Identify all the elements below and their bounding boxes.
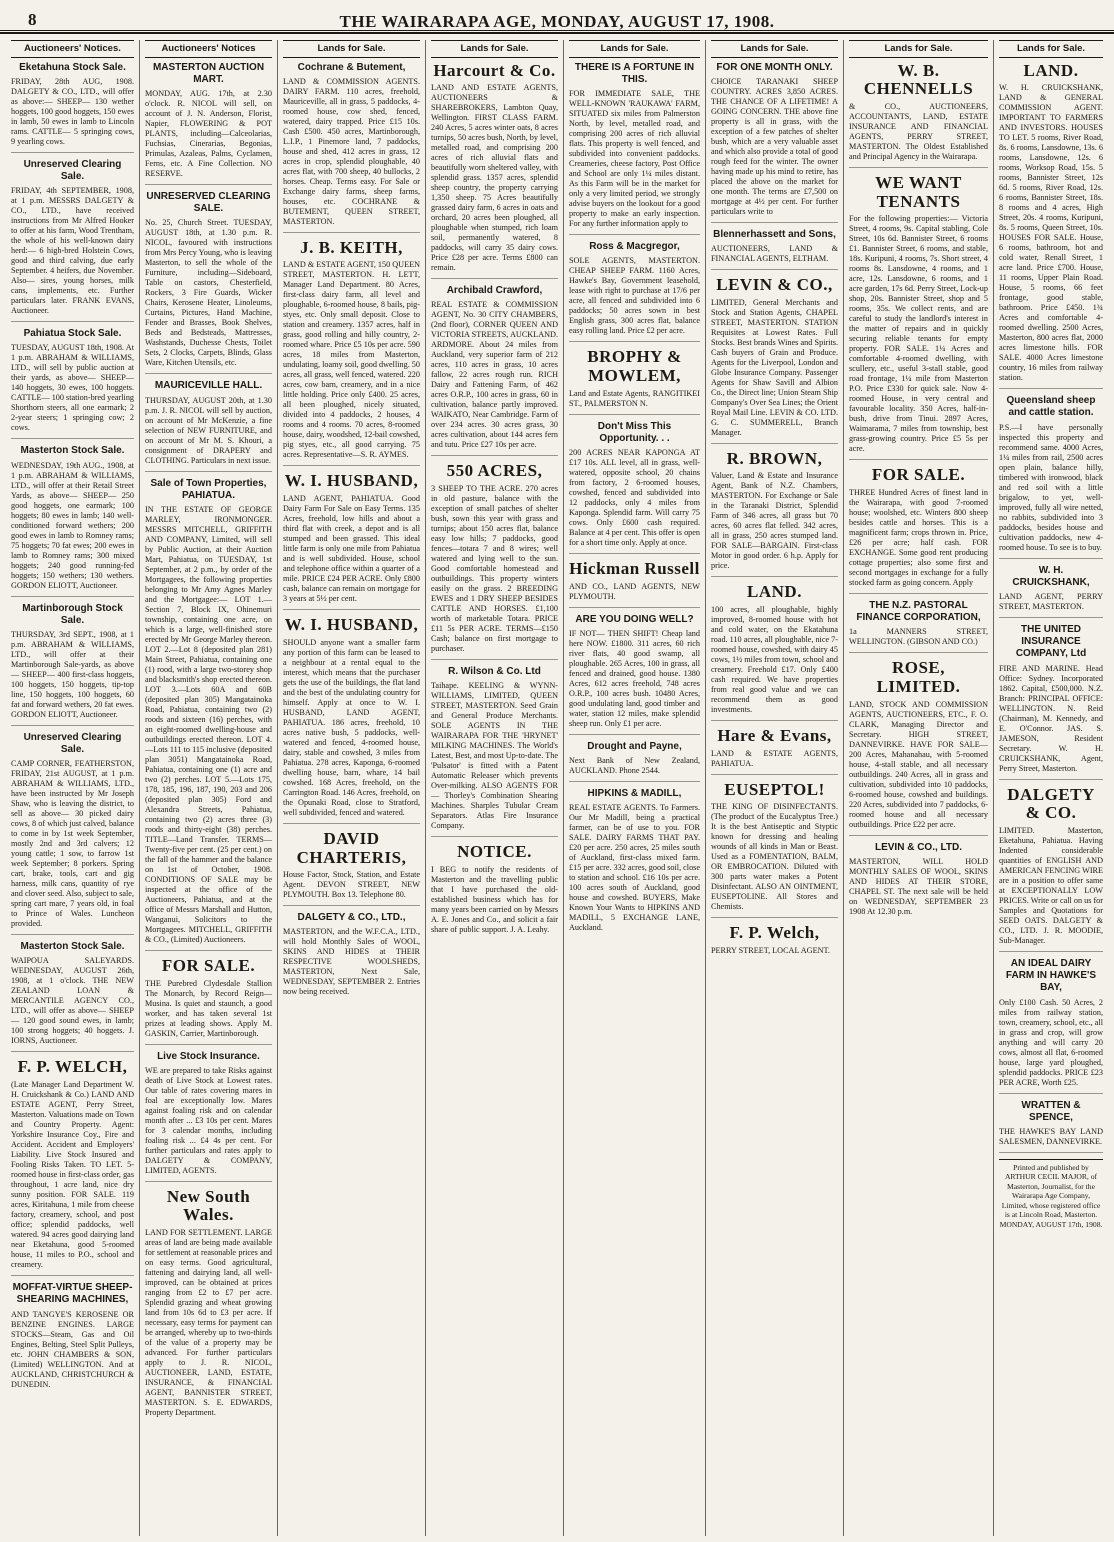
ad-body: FRIDAY, 28th AUG, 1908. DALGETY & CO., LTD., will offer as above:— SHEEP— 130 wether hoggets, 100 good hoggets, 150 ewes in lamb, 50 ewes in lamb to Lincoln rams. CATTLE— 5 springing cows, 9 yearling cows. xyxy=(11,76,134,146)
advertisement xyxy=(11,159,134,322)
advertisement xyxy=(283,62,420,233)
advertisement xyxy=(849,466,988,594)
advertisement xyxy=(999,624,1103,780)
ad-body: Next Bank of New Zealand, AUCKLAND. Phone 2544. xyxy=(569,755,700,775)
section-header: Lands for Sale. xyxy=(711,40,838,58)
section-header: Lands for Sale. xyxy=(999,40,1103,58)
ad-heading: DALGETY & CO. xyxy=(1007,784,1095,823)
advertisement xyxy=(569,741,700,782)
ad-heading: R. Wilson & Co. Ltd xyxy=(448,666,541,678)
ad-heading: Blennerhassett and Sons, xyxy=(713,228,836,240)
column-3 xyxy=(278,40,426,1536)
page-number: 8 xyxy=(28,10,37,29)
ad-body: LIMITED, General Merchants and Stock and Station Agents, CHAPEL STREET, MASTERTON. STATION Requisites at Lowest Rates. Full Stocks. Best brands Wines and Spirits. Cash buyers of Grain and Produce. Agents for the Liverpool, London and Globe Insurance Company. Passenger Agents for Shaw Savill and Albion Co., the Direct line; Union Steam Ship Company's Over Sea Lines; the Orient Royal Mail Line. LEVIN & CO. LTD. G. C. SUMMERELL, Branch Manager. xyxy=(711,297,838,437)
ad-heading: Harcourt & Co. xyxy=(433,60,556,80)
ad-body: LAND & ESTATE AGENTS, PAHIATUA. xyxy=(711,748,838,768)
column-2 xyxy=(140,40,278,1536)
column-6 xyxy=(706,40,844,1536)
ad-heading: MOFFAT-VIRTUE SHEEP-SHEARING MACHINES, xyxy=(12,1282,133,1306)
ad-heading: FOR ONE MONTH ONLY. xyxy=(716,61,833,73)
ad-body: IN THE ESTATE OF GEORGE MARLEY, IRONMONGER. MESSRS MITCHELL, GRIFFITH AND COMPANY, Limited, will sell by Public Auction, at their Auction Mart, Pahiatua, on TUESDAY, 1st September, at 2 p.m., by order of the Mortgagees, the following properties belonging to Mr Amy Agnes Marley and the Mortgagee:— LOT 1.—Section 7, Block IX, Ohinemuri township, containing one acre, on which is a large, well-finished store erected by Mr George Marley thereon. LOT 2.—Lot 8 (deposited plan 281) Main Street, Pahiatua, containing one (1) rood, with a large two-storey shop and blacksmith's shop erected thereon. LOT 3.—Lots 60A and 60B (deposited plan 305) Mangatainoka Road, Pahiatua, containing two (2) roods and sixteen (16) perches, with an eight-roomed dwelling-house and outbuildings erected thereon. LOT 4.—Lots 111 to 115 inclusive (deposited plan 3051) Mangatainoka Road, Pahiatua, containing one (1) acre and two (2) perches. LOT 5.—Lots 175, 178, 185, 196, 187, 190, 203 and 206 (deposited plan 305) Ford and Alexandra Streets, Pahiatua, containing two (2) acres three (3) roods and thirty-eight (38) perches. TITLE—Land Transfer. TERMS— Twenty-five per cent. (25 per cent.) on the fall of the hammer and the balance on 1st of October, 1908. CONDITIONS OF SALE may be inspected at the office of the Auctioneers, Pahiatua, and at the office of Messrs Marshall and Hutton, Wanganui, Solicitors to the Mortgagees. MITCHELL, GRIFFITH & CO., (Limited) Auctioneers. xyxy=(145,504,272,944)
section-header: Auctioneers' Notices xyxy=(145,40,272,58)
ad-heading: Drought and Payne, xyxy=(587,740,682,752)
ad-heading: FOR SALE. xyxy=(871,465,966,485)
advertisement xyxy=(569,788,700,938)
ad-heading: Live Stock Insurance. xyxy=(157,1050,260,1062)
ad-heading: Hare & Evans, xyxy=(717,726,832,746)
ad-body: Only £100 Cash. 50 Acres, 2 miles from railway station, town, creamery, school, etc., all in grass and crop, will grow anything and will carry 20 cows, almost all flat, 6-roomed house, large yard ploughed, splendid paddocks. PRICE £23 PER ACRE, Worth £25. xyxy=(999,997,1103,1087)
advertisement xyxy=(849,174,988,460)
ad-heading: LAND. xyxy=(1023,60,1079,80)
advertisement xyxy=(849,659,988,835)
ad-body: LAND AND ESTATE AGENTS, AUCTIONEERS & SHAREBROKERS, Lambton Quay, Wellington. FIRST CLASS FARM. 240 Acres, 5 acres winter oats, 8 acres turnips, 50 acres bush, North, by level, metalled road, and comprising 200 acres of rich alluvial flats and beautifully worn sheltered valley, with splendid grass. 1357 acres, splendid sheep country, the property carrying 1,350 sheep. 75 Acres beautifully grassed dairy farm, 6 acres in oats and orchard, 20 acres been ploughed, all ploughable when stumped, rich loam soil, permanently watered, 8 paddocks, will carry 35 dairy cows. Price £28 per acre. Terms £800 can remain. xyxy=(431,83,558,273)
ad-body: THE Purebred Clydesdale Stallion The Monarch, by Record Reign—Musina. Is quiet and staunch, a good worker, and has taken several 1st prizes at leading shows. Apply M. GASKIN, Carrier, Martinborough. xyxy=(145,978,272,1038)
ad-heading: R. BROWN, xyxy=(726,448,823,468)
advertisement xyxy=(11,62,134,153)
section-header: Lands for Sale. xyxy=(849,40,988,58)
advertisement xyxy=(431,462,558,660)
ad-body: MASTERTON, WILL HOLD MONTHLY SALES OF WOOL, SKINS AND HIDES AT THEIR STORE, CHAPEL ST. The next sale will be held on WEDNESDAY, SEPTEMBER 23 1908 At 12.30 p.m. xyxy=(849,856,988,916)
ad-body: WE are prepared to take Risks against death of Live Stock at Lowest rates. Our table of rates covering mares in foal are exceptionally low. Mares against foaling risk and on calendar month after ... £3 10s per cent. Mares for 3 calendar months, including foaling risk ... £4 4s per cent. For further particulars and rates apply to DALGETY & COMPANY, LIMITED, AGENTS. xyxy=(145,1065,272,1175)
newspaper-title: THE WAIRARAPA AGE, MONDAY, AUGUST 17, 1908. xyxy=(339,12,775,31)
ad-body: LAND FOR SETTLEMENT. LARGE areas of land are being made available for settlement at reasonable prices and on easy terms. Good agricultural, fattening and dairying land, all well-improved, can be obtained at prices ranging from £2 to £7 per acre. Splendid grazing and wheat growing land from 10s 6d to £3 per acre. If necessary, easy terms for payment can be arranged, whereby up to two-thirds of the value of a property may be advanced. For further particulars apply to J. R. NICOL, AUCTIONEER, LAND, ESTATE, INSURANCE, & FINANCIAL AGENT, BANNISTER STREET, MASTERTON. S. E. EDWARDS, Property Department. xyxy=(145,1228,272,1418)
advertisement xyxy=(431,62,558,280)
advertisement xyxy=(283,830,420,906)
ad-heading: New South Wales. xyxy=(166,1186,251,1225)
ad-heading: ROSE, LIMITED. xyxy=(876,658,961,697)
ad-body: LAND & COMMISSION AGENTS. DAIRY FARM. 110 acres, freehold, Mauriceville, all in grass, 5 paddocks, 4-roomed house, cow shed, fenced, watered, dairy trapped. Price £15 10s. Cash £500. 450 acres, Martinborough, L.I.P., 1 Pinemore land, 7 paddocks, house and shed, 412 acres in grass, 12 acres in crop, splendid ploughable, 40 acres flat, with 700 sheep, 40 bullocks, 2 horses. Cheap. Terms easy. For Sale or Exchange dairy farms, sheep farms, houses, etc. COCHRANE & BUTEMENT, QUEEN STREET, MASTERTON. xyxy=(283,76,420,226)
ad-heading: Unreserved Clearing Sale. xyxy=(23,731,122,756)
ad-body: No. 25, Church Street. TUESDAY, AUGUST 18th, at 1.30 p.m. R. NICOL, favoured with instructions from Mrs Percy Young, who is leaving Masterton, to sell the whole of the Furniture, including—Sideboard, Table on castors, Chesterfield, Rockers, 3 Fire Guards, Wicker Chairs, Kerosene Heater, Linoleums, Curtains, Pictures, Hand Machine, Fender and Brasses, Book Shelves, Beds and Bedsteads, Mattresses, Washstands, Duchesse Chests, Toilet Sets, 2 Clocks, Carpets, Blinds, Glass Ware, Kitchen Utensils, etc. xyxy=(145,218,272,368)
advertisement xyxy=(431,285,558,456)
masthead xyxy=(0,0,1114,34)
advertisement xyxy=(431,666,558,837)
ad-body: I BEG to notify the residents of Masterton and the travelling public that I have purchased the old-established business which has for many years been carried on by Messrs A. E. Jones and Co., and solicit a fair share of public support. J. A. Leahy. xyxy=(431,865,558,935)
ad-heading: F. P. WELCH, xyxy=(17,1057,128,1077)
advertisement xyxy=(711,924,838,961)
advertisement xyxy=(283,912,420,1002)
ad-heading: LEVIN & CO., LTD. xyxy=(874,841,963,853)
advertisement xyxy=(145,1188,272,1423)
ad-body: LAND AGENT, PAHIATUA. Good Dairy Farm For Sale on Easy Terms. 135 Acres, freehold, low hills and about a third flat with creek, a depot and is all stumped and been grassed. This ideal little farm is only one mile from Pahiatua and is well subdivided. House, school and telephone office within a quarter of a mile. PRICE £24 PER ACRE. Only £800 cash, balance can remain on mortgage for 3 years at 5½ per cent. xyxy=(283,494,420,604)
ad-heading: W. I. HUSBAND, xyxy=(284,615,419,635)
ad-body: (Late Manager Land Department W. H. Cruickshank & Co.) LAND AND ESTATE AGENT, Perry Street, Masterton. Valuations made on Town and Country Property. Agent: Yorkshire Insurance Coy., Fire and Accident. Accident and Employers' Liability. Live Stock Insured and Fooling Risks Taken. TO LET. 5-roomed house in first-class order, gas throughout, 1 acre land, nice dry sunny position. FOR SALE. 119 acres, Kiritahuna, 1 mile from cheese factory, creamery, school, and post office; splendid paddocks, well watered. 94 acres good dairying land near Eketahuna, good 5-roomed house, 11 miles to P.O., school and creamery. xyxy=(11,1080,134,1270)
ad-body: LAND & ESTATE AGENT, 150 QUEEN STREET, MASTERTON. H. LETT, Manager Land Department. 80 Acres, first-class dairy farm, all level and ploughable, 6-roomed house, 8 bails, pig-styes, etc. Only small deposit. Close to station and creamery. 1357 acres, half in grass, good rolling and hilly country, 2-roomed whare. Price £5 10s per acre. 590 acres, 18 miles from Masterton, undulating, loamy soil, good dwelling. 50 acres, all grass, well fenced, watered. 220 acres, cow barn, creamery, and in a nice little holding. Price only £400. 25 acres, all been ploughed, nicely situated, divided into 4 paddocks, 2 houses, 4 rooms and 4 rooms. 70 acres, 8-roomed house, dairy, woodshed, 12-bail cowshed, pig styes, etc., all good carrying. 75 acres. Representative—S. R. AYMES. xyxy=(283,260,420,460)
ad-heading: EUSEPTOL! xyxy=(724,779,825,799)
ad-heading: Pahiatua Stock Sale. xyxy=(23,328,122,340)
ad-body: FOR IMMEDIATE SALE, THE WELL-KNOWN 'RAUKAWA' FARM, SITUATED six miles from Palmerston North, by level, metalled road, and comprising 200 acres of rich alluvial flats. This property is well fenced, and subdivided into convenient paddocks. Creameries, cheese factory, Post Office and School are only 1¼ miles distant. As this Farm will be in the market for only a very limited period, we strongly advise buyers on the lookout for a good property to make an early inspection. For any further information apply to xyxy=(569,88,700,228)
section-header: Auctioneers' Notices. xyxy=(11,40,134,58)
advertisement xyxy=(999,1100,1103,1153)
ad-heading: Masterton Stock Sale. xyxy=(20,941,125,953)
ad-body: THURSDAY, 3rd SEPT., 1908, at 1 p.m. ABRAHAM & WILLIAMS, LTD., will offer at their Martinborough Sale-yards, as above— SHEEP— 400 first-class hoggets, 100 hoggets, 150 hoggets, tip-top line, 150 hoggets, 100 hoggets, 60 fat and forward wethers, 20 fat ewes. GORDON ELIOTT, Auctioneer. xyxy=(11,629,134,719)
ad-body: THE HAWKE'S BAY LAND SALESMEN, DANNEVIRKE. xyxy=(999,1126,1103,1146)
advertisement xyxy=(999,565,1103,618)
ad-body: 1a MANNERS STREET, WELLINGTON. (GIBSON AND CO.) xyxy=(849,627,988,647)
ad-body: LIMITED. Masterton, Eketahuna, Pahiatua. Having Indented considerable quantities of ENGLISH AND AMERICAN FENCING WIRE are in a position to offer same at EXCEPTIONALLY LOW PRICES. Write or call on us for Samples and Quotations for SEED OATS. DALGETY & CO., LTD. J. R. MOODIE, Sub-Manager. xyxy=(999,825,1104,945)
ad-body: THE KING OF DISINFECTANTS. (The product of the Eucalyptus Tree.) It is the best Antiseptic and Styptic known for dressing and healing wounds of all kinds in Man or Beast. Used as a FOMENTATION, BALM, OR EMBROCATION. Diluted with 300 parts water makes a Potent Disinfectant. ALSO AN OINTMENT, EUSEPTOLINE. All Stores and Chemists. xyxy=(711,802,838,912)
column-8 xyxy=(994,40,1108,1536)
ad-body: REAL ESTATE & COMMISSION AGENT, No. 30 CITY CHAMBERS, (2nd floor), CORNER QUEEN AND VICTORIA STREETS, AUCKLAND. ARDMORE. About 24 miles from Auckland, very superior farm of 212 acres, 110 acres in grass, 10 acres fallow, 22 acres rough run. RICH Dairy and Fattening Farm, of 462 acres O.R.P., 100 acres in grass, 60 in cultivation, balance partly improved. WAIKATO, Near Cambridge. Farm of over 234 acres. 30 acres grass, 30 acres cultivation, about 144 acres fern and tutu. Price £27 10s per acre. xyxy=(431,300,558,450)
ad-body: MONDAY, AUG. 17th, at 2.30 o'clock. R. NICOL will sell, on account of J. N. Anderson, Florist, Napier, FLOWERING & POT PLANTS, including—Calceolarias, Fuchsias, Cinerarias, Begonias, Primulas, Azaleas, Palms, Cyclamen, Ferns, etc. A Fine Collection. NO RESERVE. xyxy=(145,88,272,178)
column-4 xyxy=(426,40,564,1536)
advertisement xyxy=(711,229,838,270)
ad-heading: LEVIN & CO., xyxy=(716,274,833,294)
advertisement xyxy=(11,328,134,439)
ad-heading: MASTERTON AUCTION MART. xyxy=(152,61,265,85)
advertisement xyxy=(569,560,700,608)
advertisement xyxy=(283,239,420,467)
ad-body: & CO., AUCTIONEERS, ACCOUNTANTS, LAND, ESTATE INSURANCE AND FINANCIAL AGENTS, PERRY STREET, MASTERTON. The Oldest Established and Principal Agency in the Wairarapa. xyxy=(849,101,988,161)
ad-heading: Eketahuna Stock Sale. xyxy=(19,61,126,73)
ad-heading: UNRESERVED CLEARING SALE. xyxy=(146,190,271,215)
ad-body: FIRE AND MARINE. Head Office: Sydney. Incorporated 1862. Capital, £500,000. N.Z. Branch: PRINCIPAL OFFICE: WELLINGTON. N. Reid (Chairman), M. Kennedy, and E. O'Connor. JAS. S. JAMESON, Resident Secretary. W. H. CRUICKSHANK, Agent, Perry Street, Masterton. xyxy=(999,663,1103,773)
advertisement xyxy=(11,732,134,935)
advertisement xyxy=(711,583,838,721)
advertisement xyxy=(145,1051,272,1182)
column-7 xyxy=(844,40,994,1536)
column-1 xyxy=(6,40,140,1536)
advertisement xyxy=(711,450,838,578)
advertisement xyxy=(849,842,988,922)
ad-body: P.S.—I have personally inspected this property and recommend same. 4000 Acres, 1¼ miles from rail, 2500 acres open plain, balance hilly, timbered with ironwood, black and red soil with a little brigalow, to yet, well-improved, fully all wire netted, no rabbits, subdivided into 3 paddocks, besides house and cultivation paddocks, new 4-roomed house. To see is to buy. xyxy=(999,422,1103,552)
ad-heading: BROPHY & MOWLEM, xyxy=(587,347,682,385)
ad-heading: HIPKINS & MADILL, xyxy=(587,787,682,799)
columns-container xyxy=(6,40,1108,1536)
advertisement xyxy=(569,614,700,735)
ad-body: Valuer, Land & Estate and Insurance Agent, Bank of N.Z. Chambers, MASTERTON. For Exchange or Sale in the Taranaki District, Splendid Farm of 346 acres, all grass but 70 acres, 60 acres flat felled. 342 acres, all in grass, 250 acres stumped land. FOR SALE—BARGAIN. First-class Motor in good order. 6 h.p. Apply for price. xyxy=(711,471,838,571)
advertisement xyxy=(145,478,272,951)
ad-heading: Hickman Russell xyxy=(569,558,700,578)
advertisement xyxy=(283,472,420,610)
advertisement xyxy=(569,421,700,554)
section-header: Lands for Sale. xyxy=(431,40,558,58)
advertisement xyxy=(849,62,988,168)
ad-body: Taihape. KEELING & WYNN-WILLIAMS, LIMITED, QUEEN STREET, MASTERTON. Seed Grain and General Produce Merchants. SOLE AGENTS IN THE WAIRARAPA FOR THE 'HRYNET' MILKING MACHINES. The World's Latest, Best, and most Up-to-date. The 'Pulsator' is fitted with a Patent Automatic Releaser which prevents Over-milking. ALSO AGENTS FOR— Thorley's Combination Shearing Machines. Sharples Tubular Cream Separators. Atlas Fire Insurance Company. xyxy=(431,681,558,831)
ad-heading: FOR SALE. xyxy=(161,955,256,975)
column-5 xyxy=(564,40,706,1536)
ad-heading: 550 ACRES, xyxy=(446,461,543,481)
ad-heading: THERE IS A FORTUNE IN THIS. xyxy=(574,61,695,85)
ad-heading: Masterton Stock Sale. xyxy=(20,445,125,457)
ad-body: THREE Hundred Acres of finest land in the Wairarapa, with good 7-roomed house; woolshed, etc. Winters 800 sheep besides cattle and horses. This is a magnificent farm; crops thrown in. Price, £26 per acre; half cash. FOR EXCHANGE. Some good rent producing cottage properties; also some first and second mortgages in exchange for a fully stocked farm as going concern. Apply xyxy=(849,488,988,588)
ad-heading: WE WANT TENANTS xyxy=(875,172,962,211)
advertisement xyxy=(569,62,700,235)
ad-body: THURSDAY, AUGUST 20th, at 1.30 p.m. J. R. NICOL will sell by auction, on account of Mr McKenzie, a fine selection of NEW FURNITURE, and on account of Mr M. S. Khouri, a consignment of DRAPERY and CLOTHING. Particulars in next issue. xyxy=(145,395,272,465)
ad-body: MASTERTON, and the W.F.C.A., LTD., will hold Monthly Sales of WOOL, SKINS AND HIDES at THEIR RESPECTIVE WOOLSHEDS, MASTERTON, Next Sale, WEDNESDAY, SEPTEMBER 2. Entries now being received. xyxy=(283,927,420,997)
advertisement xyxy=(569,348,700,414)
ad-heading: THE N.Z. PASTORAL FINANCE CORPORATION, xyxy=(856,600,981,624)
advertisement xyxy=(999,786,1103,952)
ad-heading: WRATTEN & SPENCE, xyxy=(1021,1099,1081,1123)
ad-body: AND TANGYE'S KEROSENE OR BENZINE ENGINES. LARGE STOCKS—Steam, Gas and Oil Engines, Belting, Steel Split Pulleys, etc. JOHN CHAMBERS & SON, (Limited) WELLINGTON. And at AUCKLAND, CHRISTCHURCH & DUNEDIN. xyxy=(11,1309,134,1389)
ad-body: SOLE AGENTS, MASTERTON. CHEAP SHEEP FARM. 1160 Acres, Hawke's Bay, Government leasehold, lease with right to purchase at 17/6 per acre, all fenced and subdivided into 6 paddocks; 50 acres sown in best English grass, 300 acres flat, balance easy rolling land. Price £2 per acre. xyxy=(569,256,700,336)
advertisement xyxy=(11,1058,134,1276)
ad-heading: NOTICE. xyxy=(457,842,532,862)
ad-heading: Don't Miss This Opportunity. . . xyxy=(597,420,672,444)
ad-body: House Factor, Stock, Station, and Estate Agent. DEVON STREET, NEW PLYMOUTH. Box 13. Telephone 80. xyxy=(283,870,420,900)
ad-body: CHOICE TARANAKI SHEEP COUNTRY. ACRES 3,850 ACRES. THE CHANCE OF A LIFETIME! A GOING CONCERN. THE above fine property is all in grass, with the exception of a few patches of shelter bush, which are a very valuable asset and which also provide a total of good rough feed for the winter. The owner having made up his mind to retire, has placed the above on the market for one month. The terms are £7,500 on mortgage at 4½ per cent. For further particulars write to xyxy=(711,76,838,216)
ad-heading: Cochrane & Butement, xyxy=(297,61,406,73)
ad-heading: J. B. KEITH, xyxy=(300,237,403,257)
advertisement xyxy=(145,380,272,471)
advertisement xyxy=(145,62,272,185)
ad-heading: DALGETY & CO., LTD., xyxy=(297,912,406,924)
section-header: Lands for Sale. xyxy=(283,40,420,58)
ad-heading: W. B. CHENNELLS xyxy=(863,60,974,99)
advertisement xyxy=(431,843,558,940)
masthead-rule xyxy=(0,30,1114,31)
section-header: Lands for Sale. xyxy=(569,40,700,58)
ad-heading: THE UNITED INSURANCE COMPANY, Ltd xyxy=(1015,624,1087,660)
ad-heading: MAURICEVILLE HALL. xyxy=(154,380,263,392)
ad-body: IF NOT— THEN SHIFT! Cheap land here NOW. £1800. 311 acres, 60 rich river flats, 40 good swamp, all ploughable. 265 Acres, 100 in grass, all fenced and drained, good house. 1380 Acres, 612 acres freehold, 748 acres O.R.P., 100 acres bush. 10480 Acres, good undulating land, good timber and water, station 12 miles, make splendid sheep run. Only £1 per acre. xyxy=(569,628,700,728)
ad-heading: Martinborough Stock Sale. xyxy=(22,602,123,626)
advertisement xyxy=(569,241,700,342)
ad-body: 100 acres, all ploughable, highly improved, 8-roomed house with hot and cold water, on the Ekatahuna road. 110 acres, all ploughable, nice 7-roomed house, cowshed, with dairy 45 cows, 1½ miles from town, school and creamery. Freehold £17. Only £400 cash required. We have properties from real good value and we can recommend them as good investments. xyxy=(711,605,838,715)
ad-body: CAMP CORNER, FEATHERSTON, FRIDAY, 21st AUGUST, at 1 p.m. ABRAHAM & WILLIAMS, LTD., have been instructed by Mr Joseph Shaw, who is leaving the district, to sell as above— 30 picked dairy cows, 8 of which just calved, balance to come in by 1st week September, mostly 2nd and 3rd calvers; 12 young cattle; 1 sow, to farrow 1st week September; 8 porkers. Spring cart, brake, tools, cart and gig harness, milk cans, quantity of rye and clover seed. Also, subject to sale, spring cart mare, 7 years old, in foal to Prince of Wales. Luncheon provided. xyxy=(11,759,134,929)
advertisement xyxy=(849,600,988,653)
ad-body: 3 SHEEP TO THE ACRE. 270 acres in old pasture, balance with the exception of small patches of shelter bush, sown this year with grass and turnips; about 150 acres flat, balance easy low hills; 7 paddocks, good fences—totara 7 and 8 wires; well watered and lying well to the sun. Good comfortable homestead and outbuildings. This property winters easily on the grass. 2 BREEDING EWES and 1 DRY SHEEP BESIDES CATTLE AND HORSES. £1,100 worth of marketable Totara. PRICE £11 5s PER ACRE. TERMS—£150 Cash; balance on first mortgage to purchaser. xyxy=(431,484,558,654)
advertisement xyxy=(999,395,1103,558)
ad-heading: Unreserved Clearing Sale. xyxy=(23,158,122,182)
ad-body: For the following properties:— Victoria Street, 4 rooms, 9s. Capital stabling, Cole Street, 10s 6d. Bannister Street, 6 rooms £1. Bannister Street, 6 rooms, and stable, 18s. Kuripuni, 4 rooms, 7s. Short street, 4 rooms 8s. Lansdowne, 4 rooms, and 1 acre, 12s. Lansdowne, 6 rooms, and 1 acre garden, 17s 6d. Perry Street, Lock-up shop, 20s. Bannister Street, shop and 5 rooms, 35s. We collect rents, and are careful to study the landlord's interest in the matter of repairs and in quickly securing reliable tenants for empty property. FOR SALE. 1¼ Acres and comfortable 4-roomed dwelling, with scullery, etc., useful 3-stall stable, good road frontage, 1¼ mile from Masterton P.O. Price £330 for quick sale. Now 4-roomed House, in very central and favourable locality. 350 Acres, half-in-bush, drive from Tinui. 2897 Acres, Waimarama, 7 miles from township, best grass-growing country. Price £5 5s per acre. xyxy=(849,214,988,454)
ad-body: WEDNESDAY, 19th AUG., 1908, at 1 p.m. ABRAHAM & WILLIAMS, LTD., will offer at their Retail Street Yards, as above— SHEEP— 250 good hoggets, one earmark; 100 hoggets; 80 ewes in lamb; 140 well-conditioned forward wethers; 200 good ewes in lamb to Romney rams; 75 hoggets; 70 fat ewes; 200 ewes in lamb to Romney rams; 300 mixed hoggets; 240 good running-fed hoggets; 150 wethers; 130 wethers. GORDON ELIOTT, Auctioneer. xyxy=(11,460,134,590)
ad-body: TUESDAY, AUGUST 18th, 1908. At 1 p.m. ABRAHAM & WILLIAMS, LTD., will sell by public auction at their yards, as above— SHEEP— 140 hoggets, 30 ewes, 100 hoggets. CATTLE— 100 station-bred yearling Shorthorn steers, all one earmark; 2 2-year steers; 1 springing cow; 2 cows. xyxy=(11,343,135,433)
ad-heading: W. I. HUSBAND, xyxy=(284,471,419,491)
advertisement xyxy=(11,445,134,596)
advertisement xyxy=(999,62,1103,390)
ad-heading: AN IDEAL DAIRY FARM IN HAWKE'S BAY, xyxy=(1005,957,1097,994)
ad-heading: DAVID CHARTERIS, xyxy=(296,828,407,867)
advertisement xyxy=(11,1282,134,1394)
ad-body: LAND AGENT, PERRY STREET, MASTERTON. xyxy=(999,592,1103,612)
advertisement xyxy=(283,616,420,824)
ad-body: FRIDAY, 4th SEPTEMBER, 1908, at 1 p.m. MESSRS DALGETY & CO., LTD., have received instructions from Mr Alfred Hooker to offer at his farm, Wood Trentham, the whole of his well-known dairy herd:— 6 high-bred Holstein Cows, good and third calving, due early September. 4 heifers, due November. Also— sires, young horses, milk cans, implements, etc. Further particulars later. FRANK EVANS, Auctioneer. xyxy=(11,186,134,316)
ad-body: LAND, STOCK AND COMMISSION AGENTS, AUCTIONEERS, ETC., F. O. CLARK, Managing Director and Secretary. HIGH STREET, DANNEVIRKE. HAVE FOR SALE— 200 Acres, Mahanahau, with 5-roomed house, 4-stall stable, and all necessary outbuildings. 240 Acres, all in grass and cultivation, subdivided into 10 paddocks, 6-roomed house, cowshed and buildings. 220 Acres, subdivided into 7 paddocks, 6-roomed house and all necessary outbuildings. Price £22 per acre. xyxy=(849,699,988,829)
ad-heading: LAND. xyxy=(747,582,802,602)
ad-body: PERRY STREET, LOCAL AGENT. xyxy=(711,946,830,956)
advertisement xyxy=(145,957,272,1045)
advertisement xyxy=(711,276,838,444)
ad-heading: Ross & Macgregor, xyxy=(589,240,680,252)
ad-body: AUCTIONEERS, LAND & FINANCIAL AGENTS, ELTHAM. xyxy=(711,243,838,263)
advertisement xyxy=(711,727,838,775)
ad-heading: Queensland sheep and cattle station. xyxy=(1006,395,1096,419)
ad-body: WAIPOUA SALEYARDS. WEDNESDAY, AUGUST 26th, 1908, at 1 o'clock. THE NEW ZEALAND LOAN & MERCANTILE AGENCY CO., LTD., will offer as above— SHEEP— 120 good sound ewes, in lamb; 100 strong hoggets; 40 hoggets. J. IORNS, Auctioneer. xyxy=(11,956,134,1046)
ad-heading: ARE YOU DOING WELL? xyxy=(575,613,694,625)
ad-body: SHOULD anyone want a smaller farm any portion of this farm can be leased to a neighbour at a rental equal to the interest, which means that the purchaser gets the use of the buildings, the flat land and the best of the undulating country for himself. Apply at once to W. I. HUSBAND, LAND AGENT, PAHIATUA. 186 acres, freehold, 10 acres native bush, 5 paddocks, well-watered and fenced, 4-roomed house, dairy, stable and cowshed, 3 miles from Pahiatua. 278 acres, Kaponga, 6-roomed dwelling house, barn, whare, 14 bail cowshed. 168 Acres, freehold, on the Carrington Road. 146 Acres, freehold, on the Opunaki Road, close to Stratford, well subdivided, fenced and watered. xyxy=(283,637,420,817)
ad-body: W. H. CRUICKSHANK, LAND & GENERAL COMMISSION AGENT. IMPORTANT TO FARMERS AND INVESTORS. HOUSES TO LET. 5 rooms, River Road, 8s. 6 rooms, Lansdowne, 13s. 6 rooms, Lansdowne, 12s. 6 rooms, Worksop Road, 15s. 5 rooms, Bannister Street, 12s 6d. 5 rooms, River Road, 12s. 6 rooms, Bannister Street, 18s. 8 rooms and 4 acres, High Street, 20s. 4 rooms, Kuripuni, 8s. 5 rooms, Queen Street, 10s. HOUSES FOR SALE. House, 6 rooms, bathroom, hot and cold water, Renall Street, 1 acre land. Price £700. House, 11 rooms, Upper Plain Road. House, 5 rooms, 66 feet frontage, good stable, bathroom. Price £450. 1¾ Acres and comfortable 4-roomed dwelling. 2500 Acres, Masterton, 800 acres flat, 2000 acres limestone hills. FOR SALE. 4000 Acres limestone country, 16 miles from railway station. xyxy=(999,83,1103,383)
ad-body: AND CO., LAND AGENTS, NEW PLYMOUTH. xyxy=(569,581,700,601)
advertisement xyxy=(11,941,134,1052)
advertisement xyxy=(999,958,1103,1094)
ad-body: REAL ESTATE AGENTS. To Farmers. Our Mr Madill, being a practical farmer, can be of use to you. FOR SALE. DAIRY FARMS THAT PAY. £20 per acre. 250 acres, 25 miles south of Auckland, first-class mixed farm. £15 per acre. 332 acres, good soil, close to station and school. £16 10s per acre. 100 acres south of Auckland, good house and cowshed. BUYERS, Make Known Your Wants to HIPKINS AND MADILL, 5 EXCHANGE LANE, Auckland. xyxy=(569,803,700,933)
ad-body: 200 ACRES NEAR KAPONGA AT £17 10s. ALL level, all in grass, well-watered, opposite school, 20 chains from factory, 2 6-roomed houses, cowshed, fenced and subdivided into 12 paddocks, only 4 miles from Kaponga. Splendid farm. Will carry 75 cows. Only £600 cash required. Balance at 4 per cent. This offer is open for a short time only. Apply at once. xyxy=(569,447,700,547)
advertisement xyxy=(711,781,838,919)
colophon: Printed and published by ARTHUR CECIL MAJOR, of Masterton, Journalist, for the Wairarapa Age Company, Limited, whose registered office is at Lincoln Road, Masterton. MONDAY, AUGUST 17th, 1908. xyxy=(999,1159,1103,1229)
ad-heading: Archibald Crawford, xyxy=(446,285,543,297)
ad-heading: W. H. CRUICKSHANK, xyxy=(1012,564,1090,588)
advertisement xyxy=(711,62,838,223)
ad-heading: Sale of Town Properties, PAHIATUA. xyxy=(150,477,267,501)
ad-heading: F. P. Welch, xyxy=(729,923,820,943)
advertisement xyxy=(11,603,134,726)
advertisement xyxy=(145,191,272,374)
ad-body: Land and Estate Agents, RANGITIKEI ST., PALMERSTON N. xyxy=(569,388,700,408)
